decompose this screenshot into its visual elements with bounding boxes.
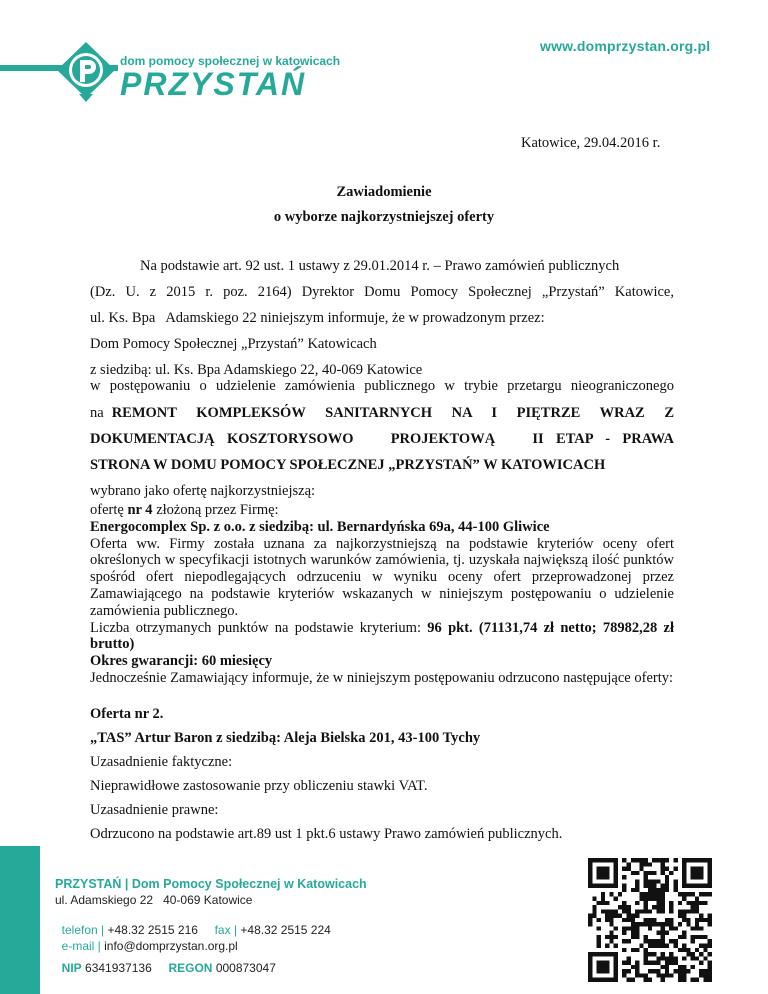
document-date: Katowice, 29.04.2016 r. — [521, 135, 661, 151]
offer-line — [90, 502, 674, 519]
warranty-period: Okres gwarancji: 60 miesięcy — [90, 653, 273, 670]
intro-line-7-prefix: na — [90, 405, 104, 421]
points-prefix: Liczba otrzymanych punktów na podstawie kryterium: — [90, 619, 428, 636]
factual-justification: Nieprawidłowe zastosowanie przy obliczeniu stawki VAT. — [90, 778, 428, 794]
contract-subject-3: STRONA W DOMU POMOCY SPOŁECZNEJ „PRZYSTAŃ” W KATOWICACH — [90, 457, 606, 473]
logo-name: PRZYSTAŃ — [120, 66, 307, 102]
intro-line-10: wybrano jako ofertę najkorzystniejszą: — [90, 483, 316, 499]
email-label: e-mail | — [61, 939, 101, 953]
footer-accent-band — [0, 846, 40, 994]
factual-justification-label: Uzasadnienie faktyczne: — [90, 754, 233, 770]
nip-label: NIP — [61, 961, 82, 975]
przystan-logo-icon — [55, 40, 117, 104]
intro-line-7 — [90, 404, 674, 422]
offer-number: nr 4 — [127, 502, 153, 518]
regon-value: 000873047 — [215, 961, 276, 975]
email-address[interactable]: info@domprzystan.org.pl — [100, 939, 238, 953]
contract-subject-1: REMONT KOMPLEKSÓW SANITARNYCH NA I PIĘTRZE WRAZ Z — [111, 405, 674, 421]
offer-line-suffix: złożoną przez Firmę: — [152, 502, 279, 518]
legal-justification-label: Uzasadnienie prawne: — [90, 802, 219, 818]
rejected-offer-company: „TAS” Artur Baron z siedzibą: Aleja Bielska 201, 43-100 Tychy — [90, 730, 481, 746]
intro-line-1: Na podstawie art. 92 ust. 1 ustawy z 29.01.2014 r. – Prawo zamówień publicznych — [140, 258, 620, 274]
offer-justification: Oferta ww. Firmy została uznana za najkorzystniejszą na podstawie kryteriów oceny ofert określonych w specyfikacji istotnych warunków zamówienia, tj. uzyskała największą ilość punktów spośród ofert niepodlegających odrzuceniu w wyniku oceny ofert przeprowadzonej przez Zamawiającego na podstawie kryteriów wskazanych w niniejszym postępowaniu o udzielenie zamówienia publicznego. — [90, 535, 674, 619]
fax-label: fax | — [214, 923, 238, 937]
footer-address: ul. Adamskiego 22 40-069 Katowice — [55, 893, 253, 907]
legal-justification: Odrzucono na podstawie art.89 ust 1 pkt.6 ustawy Prawo zamówień publicznych. — [90, 826, 563, 842]
logo-subtitle: dom pomocy społecznej w katowicach — [120, 54, 341, 68]
regon-label: REGON — [168, 961, 213, 975]
points-value: 96 pkt. (71131,74 zł netto; 78982,28 zł brutto) — [90, 619, 675, 653]
phone-number[interactable]: +48.32 2515 216 — [104, 923, 198, 937]
site-url[interactable]: www.domprzystan.org.pl — [540, 38, 711, 54]
selected-offer-block — [90, 502, 674, 687]
contract-subject-2: DOKUMENTACJĄ KOSZTORYSOWO PROJEKTOWĄ II ETAP - PRAWA — [90, 431, 674, 447]
rejected-offer-number: Oferta nr 2. — [90, 706, 164, 722]
intro-line-3: ul. Ks. Bpa Adamskiego 22 niniejszym informuje, że w prowadzonym przez: — [90, 310, 545, 326]
intro-line-4: Dom Pomocy Społecznej „Przystań” Katowicach — [90, 336, 377, 352]
points-line — [90, 620, 674, 654]
intro-line-5: z siedzibą: ul. Ks. Bpa Adamskiego 22, 40-069 Katowice — [90, 362, 423, 378]
intro-line-6: w postępowaniu o udzielenie zamówienia publicznego w trybie przetargu nieograniczonego — [90, 378, 674, 394]
offer-line-prefix: ofertę — [90, 502, 128, 518]
fax-number: +48.32 2515 224 — [237, 923, 331, 937]
phone-label: telefon | — [61, 923, 105, 937]
selected-company: Energocomplex Sp. z o.o. z siedzibą: ul. Bernardyńska 69a, 44-100 Gliwice — [90, 518, 550, 535]
nip-value: 6341937136 — [85, 961, 152, 975]
document-title: Zawiadomienie — [336, 184, 432, 200]
intro-line-2: (Dz. U. z 2015 r. poz. 2164) Dyrektor Domu Pomocy Społecznej „Przystań” Katowice, — [90, 284, 674, 300]
document-subtitle: o wyborze najkorzystniejszej oferty — [273, 209, 495, 225]
footer-ids — [55, 947, 276, 975]
rejected-intro: Jednocześnie Zamawiający informuje, że w niniejszym postępowaniu odrzucono następujące oferty: — [90, 669, 674, 686]
qr-code-icon[interactable] — [588, 858, 712, 982]
footer-org: PRZYSTAŃ | Dom Pomocy Społecznej w Katowicach — [55, 877, 367, 891]
